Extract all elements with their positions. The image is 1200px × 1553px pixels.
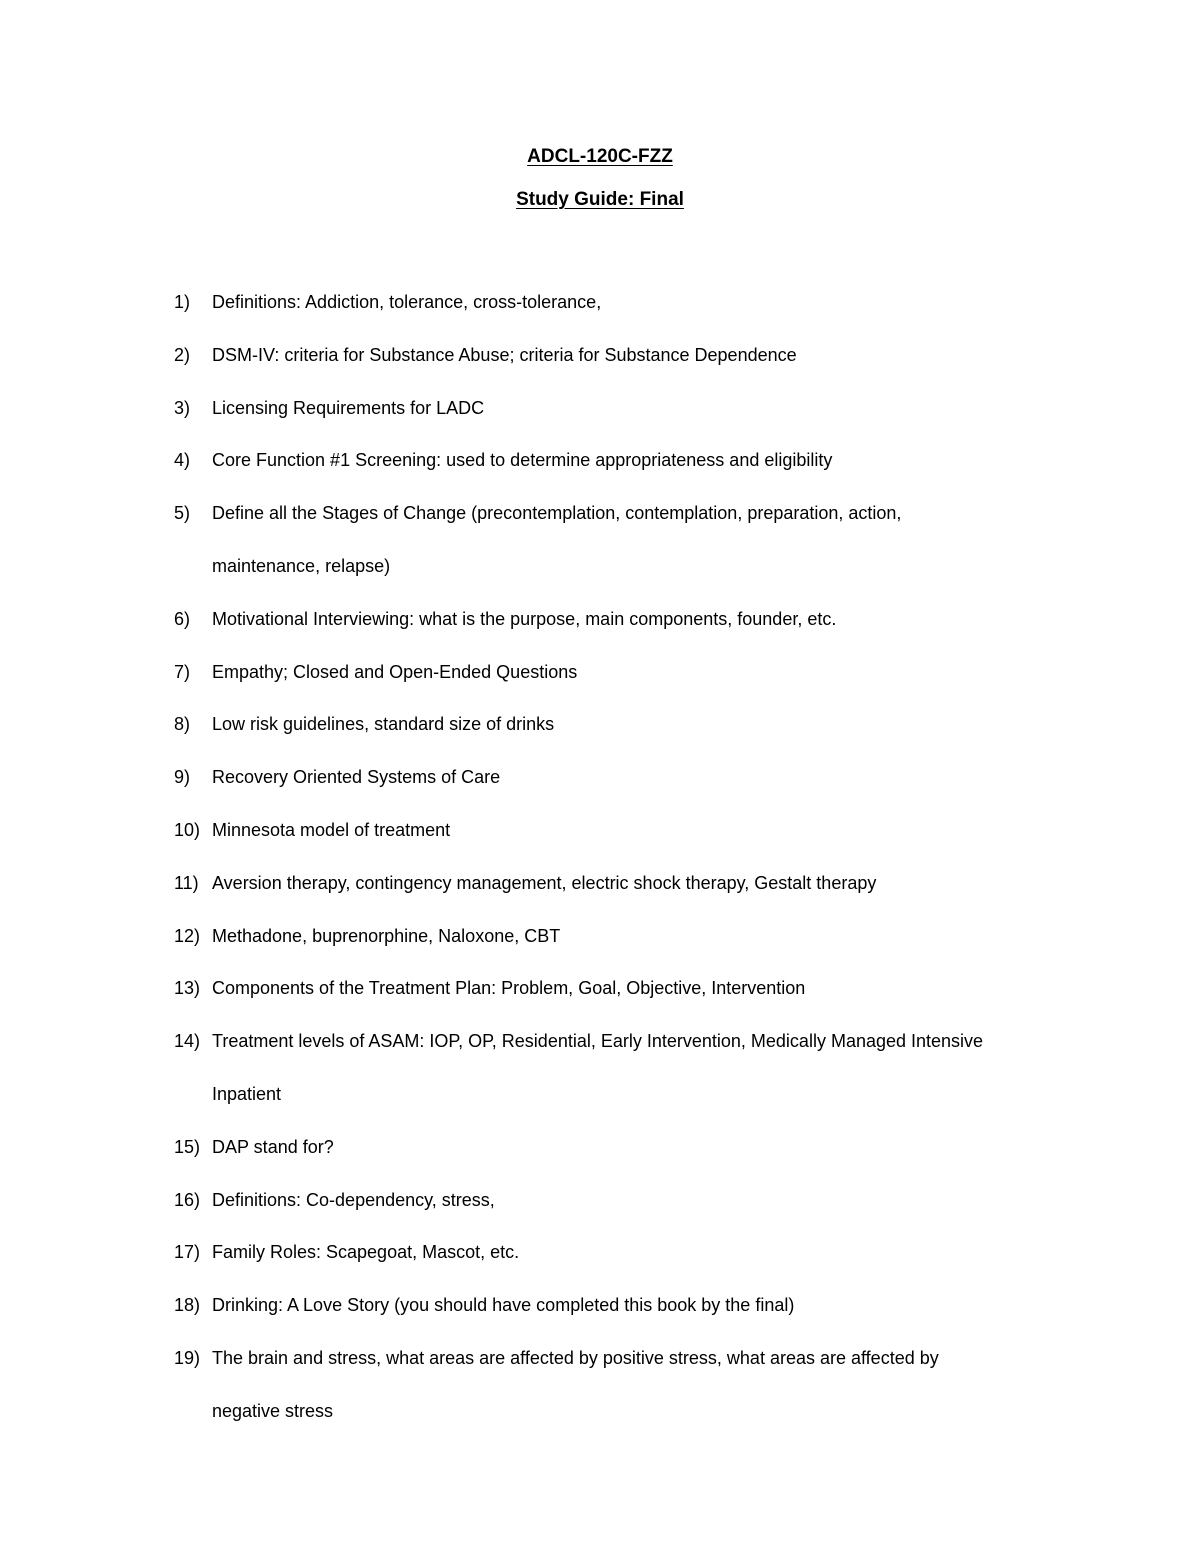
item-number: 3) [174, 397, 191, 418]
study-guide-list [174, 276, 1074, 1438]
item-text-line: negative stress [212, 1400, 334, 1421]
item-text-line: Definitions: Co-dependency, stress, [212, 1189, 495, 1210]
list-item [174, 1174, 1074, 1227]
item-number: 13) [174, 978, 201, 999]
list-item [174, 276, 1074, 329]
item-number: 5) [174, 503, 191, 524]
item-number: 15) [174, 1136, 201, 1157]
item-number: 11) [174, 872, 199, 893]
item-number: 10) [174, 819, 201, 840]
study-guide-heading: Study Guide: Final [516, 189, 684, 210]
item-text-line: Licensing Requirements for LADC [212, 397, 485, 418]
item-text-line: Inpatient [212, 1083, 282, 1104]
course-code-heading: ADCL-120C-FZZ [527, 146, 673, 167]
item-number: 4) [174, 450, 191, 471]
item-number: 12) [174, 925, 201, 946]
item-text-line: DSM-IV: criteria for Substance Abuse; criteria for Substance Dependence [212, 344, 797, 365]
item-text-line: Minnesota model of treatment [212, 819, 451, 840]
list-item [174, 1121, 1074, 1174]
item-text-line: Components of the Treatment Plan: Problem, Goal, Objective, Intervention [212, 978, 806, 999]
item-number: 16) [174, 1189, 201, 1210]
item-text-line: Aversion therapy, contingency management, electric shock therapy, Gestalt therapy [212, 872, 877, 893]
item-number: 7) [174, 661, 191, 682]
item-number: 19) [174, 1347, 201, 1368]
item-text-line: The brain and stress, what areas are affected by positive stress, what areas are affected by [212, 1347, 939, 1368]
item-number: 2) [174, 344, 191, 365]
list-item [174, 857, 1074, 910]
item-number: 1) [174, 292, 191, 312]
item-number: 14) [174, 1031, 201, 1052]
item-text-line: Empathy; Closed and Open-Ended Questions [212, 661, 578, 682]
item-text-line: Low risk guidelines, standard size of drinks [212, 714, 555, 735]
item-text-line: Drinking: A Love Story (you should have completed this book by the final) [212, 1295, 795, 1316]
item-number: 18) [174, 1295, 201, 1316]
item-text-line: Motivational Interviewing: what is the purpose, main components, founder, etc. [212, 608, 837, 629]
list-item [174, 698, 1074, 751]
item-text-line: DAP stand for? [212, 1136, 334, 1157]
list-item [174, 751, 1074, 804]
list-item [174, 646, 1074, 699]
list-item [174, 593, 1074, 646]
item-text-line: Treatment levels of ASAM: IOP, OP, Residential, Early Intervention, Medically Managed Intensive [212, 1031, 984, 1052]
item-text-line: Family Roles: Scapegoat, Mascot, etc. [212, 1242, 520, 1263]
item-number: 8) [174, 714, 191, 735]
list-item [174, 329, 1074, 382]
list-item [174, 1015, 1074, 1121]
item-number: 9) [174, 767, 191, 788]
item-text-line: maintenance, relapse) [212, 555, 391, 576]
item-text-line: Methadone, buprenorphine, Naloxone, CBT [212, 925, 561, 946]
list-item [174, 434, 1074, 487]
list-item [174, 910, 1074, 963]
item-text-line: Core Function #1 Screening: used to determine appropriateness and eligibility [212, 450, 833, 471]
item-text-line: Recovery Oriented Systems of Care [212, 767, 501, 788]
list-item [174, 962, 1074, 1015]
list-item [174, 1279, 1074, 1332]
list-item [174, 487, 1074, 593]
item-number: 17) [174, 1242, 201, 1263]
item-number: 6) [174, 608, 191, 629]
list-item [174, 804, 1074, 857]
list-item [174, 382, 1074, 435]
item-text-line: Definitions: Addiction, tolerance, cross-tolerance, [212, 292, 602, 312]
list-item [174, 1332, 1074, 1438]
item-text-line: Define all the Stages of Change (precontemplation, contemplation, preparation, action, [212, 503, 902, 524]
list-item [174, 1226, 1074, 1279]
